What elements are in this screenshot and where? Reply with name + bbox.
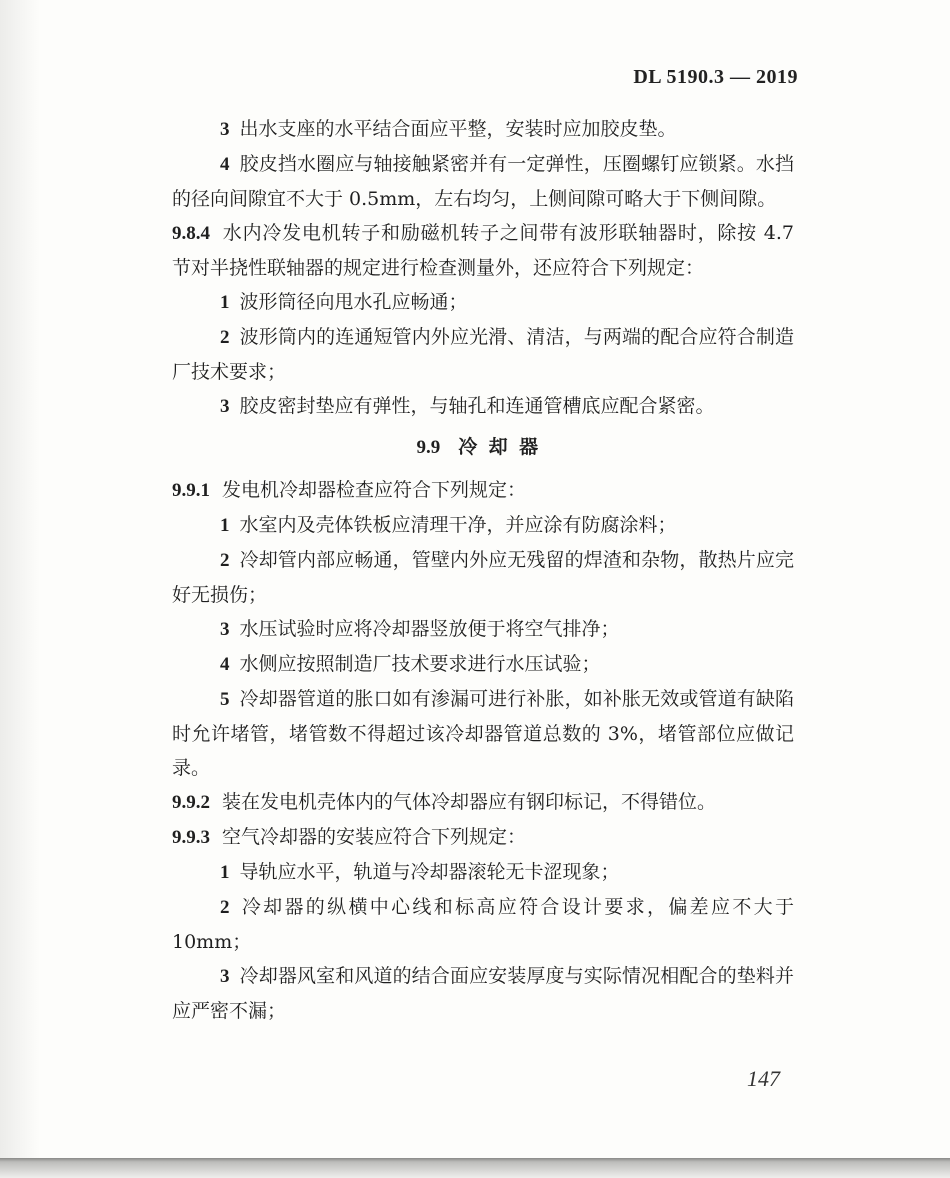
item-text: 冷却器风室和风道的结合面应安装厚度与实际情况相配合的垫料并应严密不漏； xyxy=(172,965,794,1022)
item-text: 水侧应按照制造厂技术要求进行水压试验； xyxy=(239,653,601,675)
clause-number: 9.9.1 xyxy=(172,480,210,501)
item-number: 4 xyxy=(220,154,230,175)
list-item xyxy=(172,959,794,1028)
item-number: 5 xyxy=(220,689,230,710)
clause-number: 9.9.3 xyxy=(172,827,210,848)
item-number: 1 xyxy=(220,292,230,313)
list-item xyxy=(172,508,794,543)
list-item xyxy=(172,285,794,320)
clause-paragraph xyxy=(172,216,794,285)
list-item xyxy=(172,147,794,216)
item-text: 胶皮密封垫应有弹性，与轴孔和连通管槽底应配合紧密。 xyxy=(239,395,715,417)
section-number: 9.9 xyxy=(416,437,441,458)
item-number: 2 xyxy=(220,897,230,918)
clause-text: 空气冷却器的安装应符合下列规定： xyxy=(222,826,527,848)
section-title-text: 冷却器 xyxy=(458,436,550,458)
list-item xyxy=(172,855,794,890)
scan-bottom-edge-shadow xyxy=(0,1158,950,1178)
item-text: 胶皮挡水圈应与轴接触紧密并有一定弹性，压圈螺钉应锁紧。水挡的径向间隙宜不大于 0.5mm，左右均匀，上侧间隙可略大于下侧间隙。 xyxy=(172,153,794,210)
item-text: 冷却器管道的胀口如有渗漏可进行补胀，如补胀无效或管道有缺陷时允许堵管，堵管数不得超过该冷却器管道总数的 3%，堵管部位应做记录。 xyxy=(172,688,794,779)
item-number: 4 xyxy=(220,654,230,675)
list-item xyxy=(172,543,794,612)
list-item xyxy=(172,389,794,424)
page-number: 147 xyxy=(747,1066,780,1091)
page-body xyxy=(172,112,794,1028)
item-number: 3 xyxy=(220,396,230,417)
item-number: 3 xyxy=(220,619,230,640)
item-number: 2 xyxy=(220,327,230,348)
item-text: 导轨应水平，轨道与冷却器滚轮无卡涩现象； xyxy=(239,861,620,883)
item-number: 1 xyxy=(220,862,230,883)
item-text: 水压试验时应将冷却器竖放便于将空气排净； xyxy=(239,618,620,640)
list-item xyxy=(172,647,794,682)
section-heading xyxy=(172,430,794,465)
clause-text: 水内冷发电机转子和励磁机转子之间带有波形联轴器时，除按 4.7 节对半挠性联轴器的规定进行检查测量外，还应符合下列规定： xyxy=(172,222,794,279)
list-item xyxy=(172,890,794,959)
item-text: 水室内及壳体铁板应清理干净，并应涂有防腐涂料； xyxy=(239,514,677,536)
item-text: 波形筒径向甩水孔应畅通； xyxy=(239,291,468,313)
list-item xyxy=(172,320,794,389)
clause-number: 9.8.4 xyxy=(172,223,210,244)
clause-paragraph xyxy=(172,785,794,820)
standard-code-header: DL 5190.3 — 2019 xyxy=(633,66,798,88)
list-item xyxy=(172,612,794,647)
item-text: 出水支座的水平结合面应平整，安装时应加胶皮垫。 xyxy=(239,118,677,140)
clause-number: 9.9.2 xyxy=(172,792,210,813)
clause-text: 发电机冷却器检查应符合下列规定： xyxy=(222,479,527,501)
item-number: 3 xyxy=(220,966,230,987)
item-text: 波形筒内的连通短管内外应光滑、清洁，与两端的配合应符合制造厂技术要求； xyxy=(172,326,794,383)
item-number: 2 xyxy=(220,550,230,571)
clause-paragraph xyxy=(172,473,794,508)
clause-paragraph xyxy=(172,820,794,855)
item-text: 冷却管内部应畅通，管壁内外应无残留的焊渣和杂物，散热片应完好无损伤； xyxy=(172,549,794,606)
scan-left-edge-shadow xyxy=(0,0,40,1178)
item-number: 3 xyxy=(220,119,230,140)
list-item xyxy=(172,112,794,147)
list-item xyxy=(172,682,794,785)
item-text: 冷却器的纵横中心线和标高应符合设计要求，偏差应不大于 10mm； xyxy=(172,896,794,953)
clause-text: 装在发电机壳体内的气体冷却器应有钢印标记，不得错位。 xyxy=(222,791,717,813)
item-number: 1 xyxy=(220,515,230,536)
